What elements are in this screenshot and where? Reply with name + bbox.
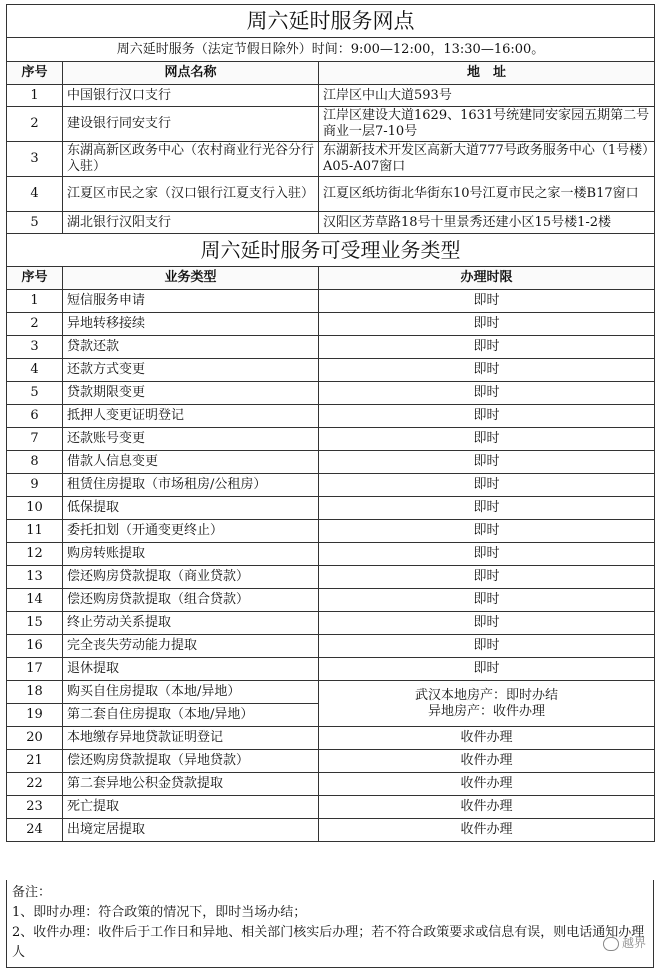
biz-type: 还款方式变更 bbox=[63, 359, 319, 382]
biz-no: 13 bbox=[7, 566, 63, 589]
service-hours: 周六延时服务（法定节假日除外）时间：9:00—12:00，13:30—16:00。 bbox=[7, 38, 655, 62]
biz-no: 19 bbox=[7, 704, 63, 727]
biz-type: 贷款期限变更 bbox=[63, 382, 319, 405]
biz-no: 23 bbox=[7, 796, 63, 819]
biz-type: 死亡提取 bbox=[63, 796, 319, 819]
outlet-no: 1 bbox=[7, 85, 63, 107]
biz-no: 12 bbox=[7, 543, 63, 566]
biz-no: 17 bbox=[7, 658, 63, 681]
outlet-name: 湖北银行汉阳支行 bbox=[63, 212, 319, 234]
biz-time: 即时 bbox=[319, 382, 655, 405]
biz-time: 即时 bbox=[319, 612, 655, 635]
table-row bbox=[7, 658, 655, 681]
table-row bbox=[7, 336, 655, 359]
biz-no: 3 bbox=[7, 336, 63, 359]
outlet-no: 2 bbox=[7, 107, 63, 142]
outlet-no: 4 bbox=[7, 177, 63, 212]
biz-type: 偿还购房贷款提取（商业贷款） bbox=[63, 566, 319, 589]
biz-time: 即时 bbox=[319, 290, 655, 313]
biz-type: 本地缴存异地贷款证明登记 bbox=[63, 727, 319, 750]
outlet-no: 5 bbox=[7, 212, 63, 234]
notes-label: 备注： bbox=[12, 885, 52, 900]
table-row bbox=[7, 290, 655, 313]
biz-no: 24 bbox=[7, 819, 63, 842]
biz-type: 短信服务申请 bbox=[63, 290, 319, 313]
watermark-text: 越界 bbox=[621, 936, 646, 950]
biz-time: 即时 bbox=[319, 428, 655, 451]
table-row bbox=[7, 566, 655, 589]
notes-line-1: 1、即时办理：符合政策的情况下，即时当场办结； bbox=[12, 905, 307, 920]
biz-time: 收件办理 bbox=[319, 773, 655, 796]
table-row bbox=[7, 405, 655, 428]
table-row bbox=[7, 382, 655, 405]
biz-type: 偿还购房贷款提取（异地贷款） bbox=[63, 750, 319, 773]
biz-time: 收件办理 bbox=[319, 819, 655, 842]
biz-type: 购买自住房提取（本地/异地） bbox=[63, 681, 319, 704]
biz-type: 第二套自住房提取（本地/异地） bbox=[63, 704, 319, 727]
watermark bbox=[603, 934, 646, 951]
table-row bbox=[7, 212, 655, 234]
table-row bbox=[7, 796, 655, 819]
outlet-name: 江夏区市民之家（汉口银行江夏支行入驻） bbox=[63, 177, 319, 212]
col-header-no: 序号 bbox=[7, 62, 63, 85]
table-row bbox=[7, 142, 655, 177]
outlet-address: 江夏区纸坊街北华街东10号江夏市民之家一楼B17窗口 bbox=[319, 177, 655, 212]
outlet-address: 东湖新技术开发区高新大道777号政务服务中心（1号楼）A05-A07窗口 bbox=[319, 142, 655, 177]
biz-type: 借款人信息变更 bbox=[63, 451, 319, 474]
table-row bbox=[7, 750, 655, 773]
col-header-no: 序号 bbox=[7, 267, 63, 290]
business-title: 周六延时服务可受理业务类型 bbox=[7, 234, 655, 267]
table-row bbox=[7, 451, 655, 474]
biz-time: 即时 bbox=[319, 543, 655, 566]
biz-type: 委托扣划（开通变更终止） bbox=[63, 520, 319, 543]
table-row bbox=[7, 497, 655, 520]
merged-time-line-2: 异地房产：收件办理 bbox=[428, 703, 546, 719]
col-header-name: 网点名称 bbox=[63, 62, 319, 85]
table-row bbox=[7, 474, 655, 497]
biz-type: 还款账号变更 bbox=[63, 428, 319, 451]
col-header-address: 地 址 bbox=[319, 62, 655, 85]
biz-no: 16 bbox=[7, 635, 63, 658]
table-row bbox=[7, 612, 655, 635]
biz-type: 购房转账提取 bbox=[63, 543, 319, 566]
biz-no: 11 bbox=[7, 520, 63, 543]
biz-no: 1 bbox=[7, 290, 63, 313]
table-row bbox=[7, 359, 655, 382]
business-table bbox=[6, 234, 655, 842]
table-row bbox=[7, 727, 655, 750]
biz-type: 租赁住房提取（市场租房/公租房） bbox=[63, 474, 319, 497]
biz-time: 即时 bbox=[319, 589, 655, 612]
biz-no: 7 bbox=[7, 428, 63, 451]
business-rows bbox=[7, 290, 655, 842]
outlet-address: 汉阳区芳草路18号十里景秀还建小区15号楼1-2楼 bbox=[319, 212, 655, 234]
outlet-address: 江岸区建设大道1629、1631号统建同安家园五期第二号商业一层7-10号 bbox=[319, 107, 655, 142]
outlet-no: 3 bbox=[7, 142, 63, 177]
outlet-address: 江岸区中山大道593号 bbox=[319, 85, 655, 107]
biz-time: 即时 bbox=[319, 313, 655, 336]
biz-time: 即时 bbox=[319, 566, 655, 589]
biz-no: 20 bbox=[7, 727, 63, 750]
outlet-name: 建设银行同安支行 bbox=[63, 107, 319, 142]
biz-no: 5 bbox=[7, 382, 63, 405]
biz-no: 14 bbox=[7, 589, 63, 612]
biz-no: 15 bbox=[7, 612, 63, 635]
biz-time: 即时 bbox=[319, 405, 655, 428]
col-header-time: 办理时限 bbox=[319, 267, 655, 290]
biz-type: 退休提取 bbox=[63, 658, 319, 681]
biz-time: 收件办理 bbox=[319, 796, 655, 819]
table-row bbox=[7, 589, 655, 612]
biz-type: 终止劳动关系提取 bbox=[63, 612, 319, 635]
notes bbox=[6, 880, 654, 968]
biz-time: 即时 bbox=[319, 497, 655, 520]
biz-type: 低保提取 bbox=[63, 497, 319, 520]
table-row bbox=[7, 681, 655, 704]
biz-no: 10 bbox=[7, 497, 63, 520]
biz-time: 收件办理 bbox=[319, 727, 655, 750]
biz-time: 即时 bbox=[319, 451, 655, 474]
col-header-type: 业务类型 bbox=[63, 267, 319, 290]
biz-type: 异地转移接续 bbox=[63, 313, 319, 336]
chat-bubble-icon bbox=[603, 937, 619, 951]
biz-no: 22 bbox=[7, 773, 63, 796]
biz-time: 即时 bbox=[319, 635, 655, 658]
biz-type: 第二套异地公积金贷款提取 bbox=[63, 773, 319, 796]
biz-time: 即时 bbox=[319, 359, 655, 382]
table-row bbox=[7, 819, 655, 842]
merged-time-line-1: 武汉本地房产：即时办结 bbox=[415, 687, 559, 703]
table-row bbox=[7, 773, 655, 796]
biz-no: 2 bbox=[7, 313, 63, 336]
table-row bbox=[7, 107, 655, 142]
biz-time: 即时 bbox=[319, 520, 655, 543]
biz-time-merged bbox=[319, 681, 655, 727]
outlets-table bbox=[6, 4, 655, 234]
table-row bbox=[7, 428, 655, 451]
biz-time: 即时 bbox=[319, 336, 655, 359]
outlets-title: 周六延时服务网点 bbox=[7, 5, 655, 38]
biz-type: 抵押人变更证明登记 bbox=[63, 405, 319, 428]
table-row bbox=[7, 543, 655, 566]
table-row bbox=[7, 85, 655, 107]
table-row bbox=[7, 177, 655, 212]
biz-type: 完全丧失劳动能力提取 bbox=[63, 635, 319, 658]
biz-type: 偿还购房贷款提取（组合贷款） bbox=[63, 589, 319, 612]
biz-time: 即时 bbox=[319, 658, 655, 681]
biz-time: 即时 bbox=[319, 474, 655, 497]
biz-type: 出境定居提取 bbox=[63, 819, 319, 842]
biz-time: 收件办理 bbox=[319, 750, 655, 773]
biz-type: 贷款还款 bbox=[63, 336, 319, 359]
biz-no: 9 bbox=[7, 474, 63, 497]
table-row bbox=[7, 313, 655, 336]
table-row bbox=[7, 520, 655, 543]
outlet-name: 中国银行汉口支行 bbox=[63, 85, 319, 107]
biz-no: 21 bbox=[7, 750, 63, 773]
notes-line-2: 2、收件办理：收件后于工作日和异地、相关部门核实后办理；若不符合政策要求或信息有误，则电话通知办理人 bbox=[12, 925, 645, 960]
document bbox=[6, 4, 654, 842]
biz-no: 6 bbox=[7, 405, 63, 428]
biz-no: 8 bbox=[7, 451, 63, 474]
table-row bbox=[7, 635, 655, 658]
biz-no: 18 bbox=[7, 681, 63, 704]
biz-no: 4 bbox=[7, 359, 63, 382]
outlet-name: 东湖高新区政务中心（农村商业行光谷分行入驻） bbox=[63, 142, 319, 177]
